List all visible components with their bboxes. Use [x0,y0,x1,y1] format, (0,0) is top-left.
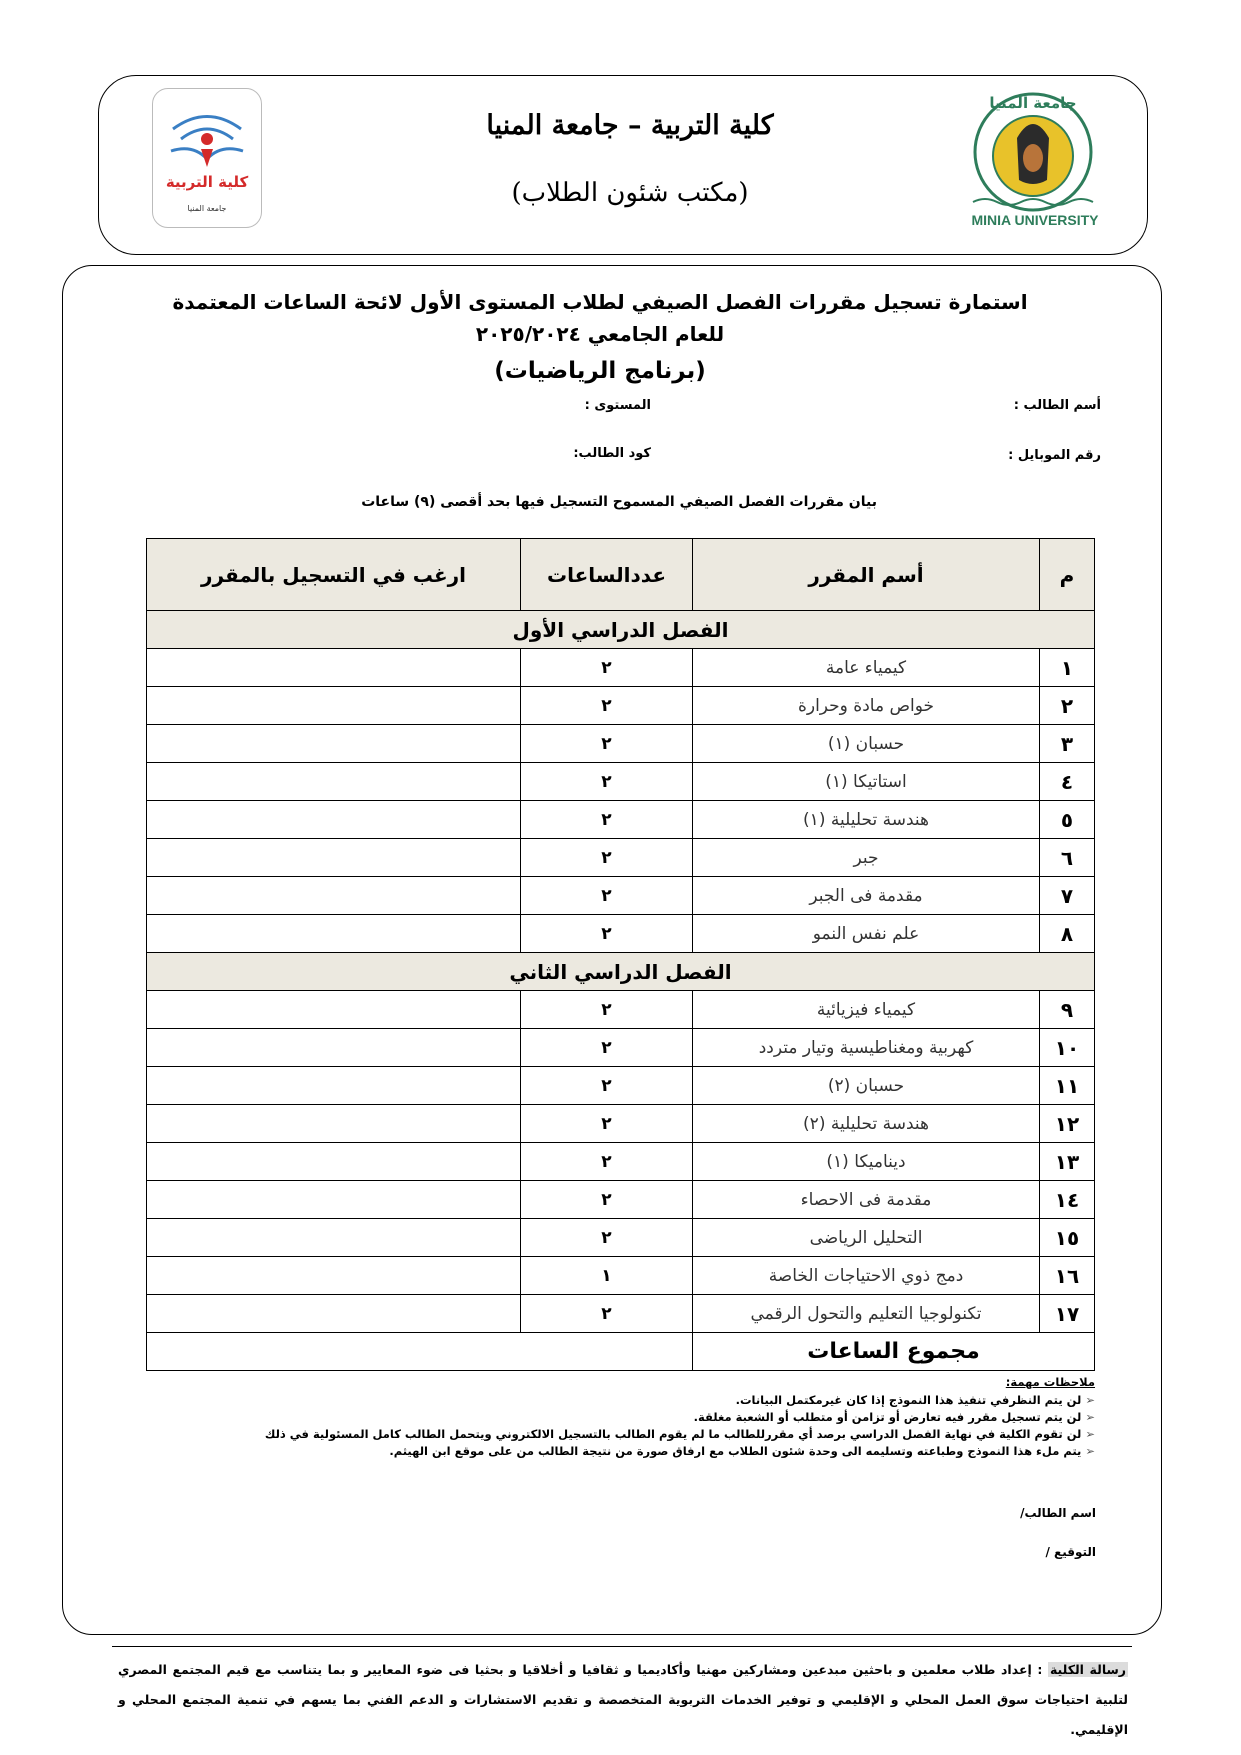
note-item [145,1410,1095,1424]
note-text: لن يتم تسجيل مقرر فيه تعارض أو تزامن أو متطلب أو الشعبة مغلقة. [693,1410,1082,1424]
note-text: لن تقوم الكلية في نهاية الفصل الدراسي برصد أي مقررللطالب ما لم يقوم الطالب بالتسجيل الالكتروني ويتحمل الطالب كامل المسئولية في ذلك [264,1427,1082,1441]
register-choice-cell[interactable] [147,1143,521,1181]
col-header-course: أسم المقرر [693,539,1040,611]
col-header-register: ارغب في التسجيل بالمقرر [147,539,521,611]
arrow-bullet-icon: ➢ [1085,1444,1095,1458]
table-row [147,763,1095,801]
course-hours: ٢ [521,725,693,763]
course-name: دمج ذوي الاحتياجات الخاصة [693,1257,1040,1295]
register-choice-cell[interactable] [147,1181,521,1219]
register-choice-cell[interactable] [147,801,521,839]
course-number: ١٢ [1040,1105,1095,1143]
arrow-bullet-icon: ➢ [1085,1393,1095,1407]
table-row [147,991,1095,1029]
course-number: ١٦ [1040,1257,1095,1295]
register-choice-cell[interactable] [147,725,521,763]
course-name: علم نفس النمو [693,915,1040,953]
course-number: ٩ [1040,991,1095,1029]
table-row [147,915,1095,953]
student-code-label: كود الطالب: [573,446,651,461]
note-item [145,1393,1095,1407]
course-number: ٦ [1040,839,1095,877]
courses-table [146,538,1095,1371]
table-row [147,1105,1095,1143]
register-choice-cell[interactable] [147,877,521,915]
program-title: (برنامج الرياضيات) [494,358,706,384]
table-row [147,1181,1095,1219]
table-row [147,839,1095,877]
table-row [147,687,1095,725]
course-number: ٨ [1040,915,1095,953]
course-hours: ٢ [521,1143,693,1181]
register-choice-cell[interactable] [147,763,521,801]
table-row [147,1029,1095,1067]
register-choice-cell[interactable] [147,687,521,725]
course-name: هندسة تحليلية (١) [693,801,1040,839]
table-row [147,1219,1095,1257]
course-name: تكنولوجيا التعليم والتحول الرقمي [693,1295,1040,1333]
course-name: كيمياء فيزيائية [693,991,1040,1029]
course-number: ١٣ [1040,1143,1095,1181]
table-row [147,877,1095,915]
course-name: جبر [693,839,1040,877]
register-choice-cell[interactable] [147,991,521,1029]
course-name: مقدمة فى الاحصاء [693,1181,1040,1219]
course-number: ١١ [1040,1067,1095,1105]
notes-title: ملاحظات مهمة: [1005,1375,1095,1389]
course-hours: ٢ [521,1181,693,1219]
course-number: ٢ [1040,687,1095,725]
college-logo [152,88,262,228]
table-row [147,801,1095,839]
col-header-hours: عددالساعات [521,539,693,611]
student-name-label: أسم الطالب : [1013,398,1101,413]
college-mission [118,1655,1128,1745]
total-hours-value-cell[interactable] [147,1333,693,1371]
register-choice-cell[interactable] [147,1257,521,1295]
table-row [147,1067,1095,1105]
university-logo-caption: MINIA UNIVERSITY [971,212,1099,228]
register-choice-cell[interactable] [147,839,521,877]
course-number: ٣ [1040,725,1095,763]
course-hours: ٢ [521,763,693,801]
course-hours: ٢ [521,687,693,725]
mobile-label: رقم الموبايل : [1008,448,1101,463]
level-label: المستوى : [584,398,651,413]
course-name: كهربية ومغناطيسية وتيار متردد [693,1029,1040,1067]
table-row [147,1295,1095,1333]
semester-row-2 [147,953,1095,991]
register-choice-cell[interactable] [147,1105,521,1143]
header-subtitle: (مكتب شئون الطلاب) [511,178,749,208]
register-choice-cell[interactable] [147,649,521,687]
course-hours: ٢ [521,1029,693,1067]
note-text: لن يتم النظرفي تنفيذ هذا النموذج إذا كان غيرمكتمل البيانات. [735,1393,1082,1407]
academic-year: للعام الجامعي ٢٠٢٥/٢٠٢٤ [475,322,725,346]
course-name: خواص مادة وحرارة [693,687,1040,725]
courses-statement: بيان مقررات الفصل الصيفي المسموح التسجيل فيها بحد أقصى (٩) ساعات [361,494,877,510]
col-header-number: م [1040,539,1095,611]
course-name: كيمياء عامة [693,649,1040,687]
arrow-bullet-icon: ➢ [1085,1427,1095,1441]
course-hours: ٢ [521,801,693,839]
footer-divider [112,1646,1132,1647]
course-number: ١٧ [1040,1295,1095,1333]
table-row [147,725,1095,763]
course-name: التحليل الرياضى [693,1219,1040,1257]
course-hours: ٢ [521,915,693,953]
register-choice-cell[interactable] [147,1029,521,1067]
university-logo-text: جامعة المنيا [989,94,1077,112]
header-title: كلية التربية – جامعة المنيا [486,110,774,141]
register-choice-cell[interactable] [147,1219,521,1257]
register-choice-cell[interactable] [147,915,521,953]
register-choice-cell[interactable] [147,1295,521,1333]
semester-label: الفصل الدراسي الأول [147,611,1095,649]
table-row [147,1143,1095,1181]
notes-section [145,1375,1095,1461]
course-hours: ٢ [521,649,693,687]
course-hours: ٢ [521,839,693,877]
course-name: ديناميكا (١) [693,1143,1040,1181]
form-title: استمارة تسجيل مقررات الفصل الصيفي لطلاب المستوى الأول لائحة الساعات المعتمدة [172,290,1028,314]
register-choice-cell[interactable] [147,1067,521,1105]
note-item [145,1427,1095,1441]
course-hours: ١ [521,1257,693,1295]
mission-text: : إعداد طلاب معلمين و باحثين مبدعين ومشاركين مهنيا وأكاديميا و ثقافيا و أخلاقيا و بحثيا فى ضوء المعايير و بما يتناسب مع قيم المجتمع المصري لتلبية احتياجات سوق العمل المحلي و الإقليمي و توفير الخدمات التربوية المتخصصة و تقديم الاستشارات و الدعم الفني بما يسهم في تنمية المجتمع المحلي و الإقليمي. [118,1662,1128,1737]
semester-label: الفصل الدراسي الثاني [147,953,1095,991]
course-name: مقدمة فى الجبر [693,877,1040,915]
total-hours-label: مجموع الساعات [693,1333,1095,1371]
course-number: ٤ [1040,763,1095,801]
notes-list [145,1393,1095,1458]
course-name: حسبان (١) [693,725,1040,763]
course-name: هندسة تحليلية (٢) [693,1105,1040,1143]
table-row [147,1257,1095,1295]
signature-name-label: اسم الطالب/ [1020,1506,1096,1520]
total-row [147,1333,1095,1371]
course-number: ٥ [1040,801,1095,839]
college-logo-text: كلية التربية [165,173,249,191]
course-number: ١٤ [1040,1181,1095,1219]
college-logo-subtext: جامعة المنيا [187,204,227,213]
semester-row-1 [147,611,1095,649]
university-logo [955,80,1115,238]
course-hours: ٢ [521,1219,693,1257]
course-name: استاتيكا (١) [693,763,1040,801]
mission-label: رسالة الكلية [1049,1662,1127,1677]
course-number: ١ [1040,649,1095,687]
course-hours: ٢ [521,991,693,1029]
course-hours: ٢ [521,1295,693,1333]
arrow-bullet-icon: ➢ [1085,1410,1095,1424]
course-number: ١٠ [1040,1029,1095,1067]
course-number: ٧ [1040,877,1095,915]
table-row [147,649,1095,687]
course-hours: ٢ [521,877,693,915]
course-hours: ٢ [521,1105,693,1143]
signature-label: التوقيع / [1045,1545,1096,1559]
course-number: ١٥ [1040,1219,1095,1257]
course-hours: ٢ [521,1067,693,1105]
note-text: يتم ملء هذا النموذج وطباعته وتسليمه الى وحدة شئون الطلاب مع ارفاق صورة من نتيجة الطالب من على موقع ابن الهيثم. [389,1444,1082,1458]
table-header-row [147,539,1095,611]
course-name: حسبان (٢) [693,1067,1040,1105]
note-item [145,1444,1095,1458]
